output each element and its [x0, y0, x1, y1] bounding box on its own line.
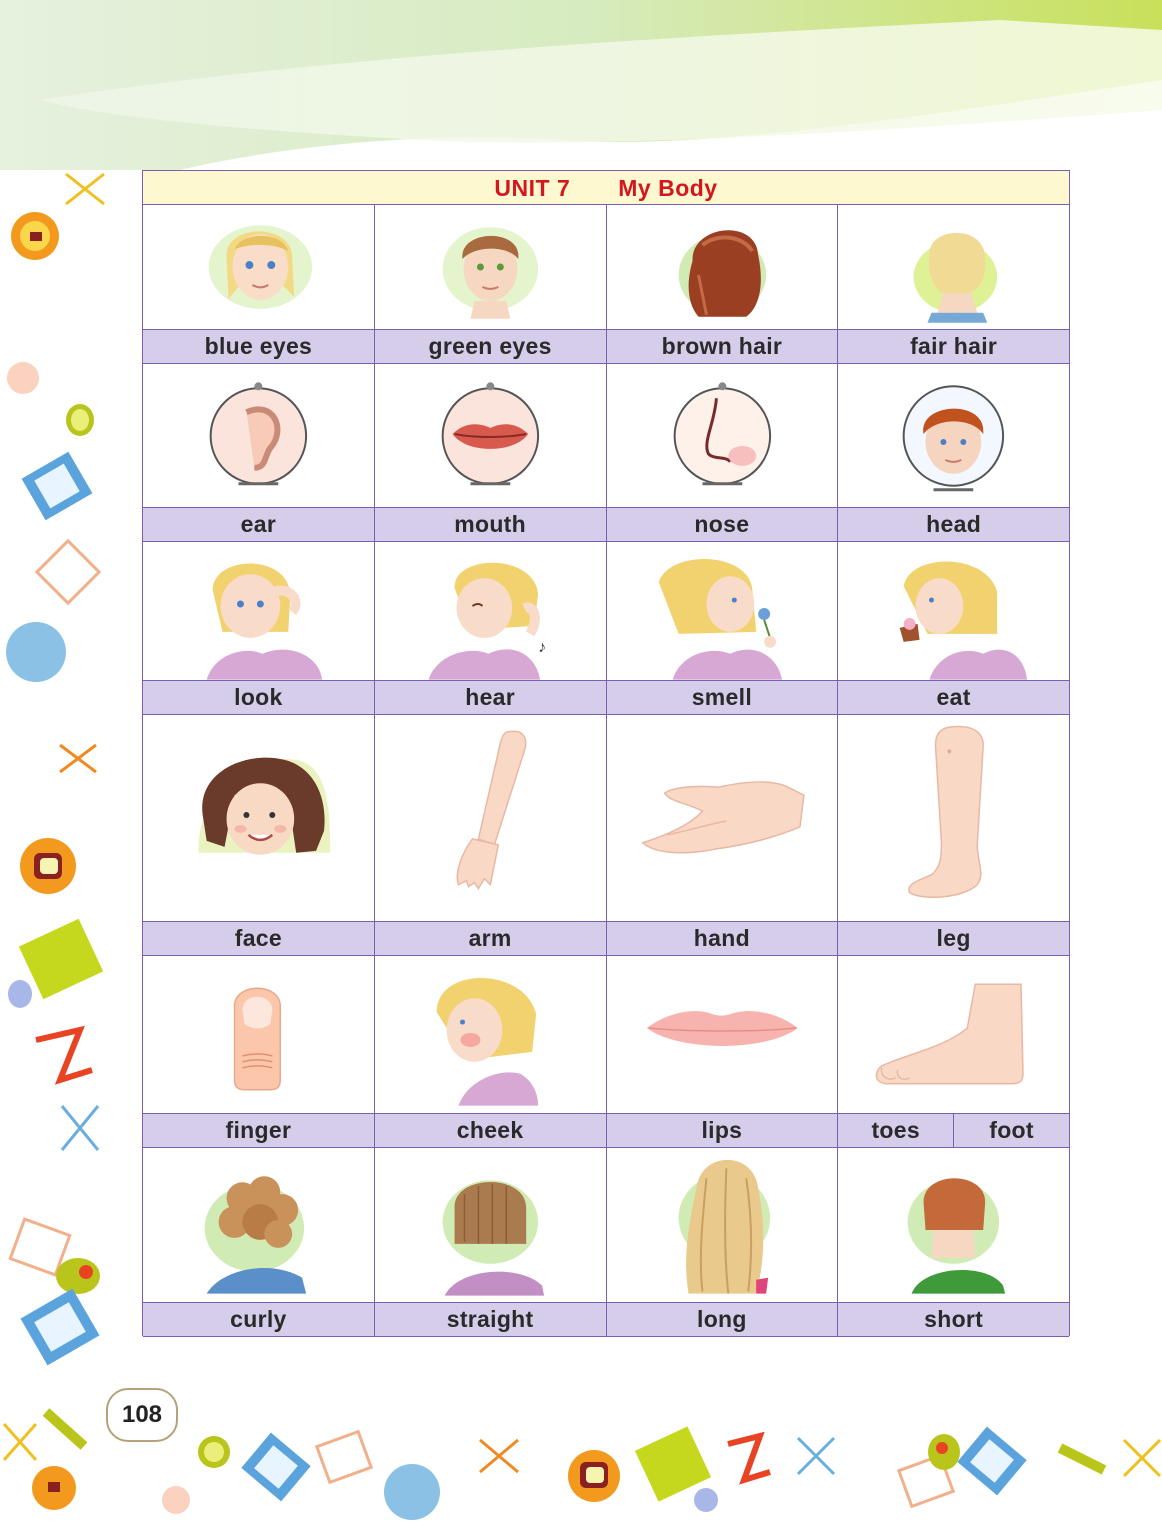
picture-cell [607, 956, 839, 1113]
picture-row [143, 542, 1069, 680]
picture-cell [143, 715, 375, 921]
girl-eating-illustration [838, 542, 1069, 680]
split-label-cell [838, 1114, 1069, 1147]
picture-cell [375, 205, 607, 329]
unit-number: UNIT 7 [494, 175, 571, 201]
leg-illustration [838, 715, 1069, 921]
label-row [143, 329, 1069, 364]
lips-illustration [607, 956, 838, 1113]
word-label: face [143, 922, 375, 955]
label-row [143, 507, 1069, 542]
page-number: 108 [106, 1388, 178, 1442]
word-label: straight [375, 1303, 607, 1336]
girl-blue-eyes-illustration [143, 205, 374, 329]
picture-cell [607, 364, 839, 507]
picture-cell [838, 364, 1069, 507]
picture-cell [838, 956, 1069, 1113]
word-label: smell [607, 681, 839, 714]
brown-hair-illustration [607, 205, 838, 329]
word-label: finger [143, 1114, 375, 1147]
mouth-mirror-illustration [375, 364, 606, 507]
girl-looking-illustration [143, 542, 374, 680]
vocabulary-table [142, 170, 1070, 1336]
svg-text:♪: ♪ [537, 638, 546, 656]
picture-cell [143, 1148, 375, 1302]
word-label: hear [375, 681, 607, 714]
word-label: hand [607, 922, 839, 955]
picture-row [143, 205, 1069, 329]
picture-cell [838, 205, 1069, 329]
picture-row [143, 956, 1069, 1113]
word-label: mouth [375, 508, 607, 541]
face-illustration [143, 715, 374, 921]
finger-illustration [143, 956, 374, 1113]
word-label: arm [375, 922, 607, 955]
picture-cell [143, 542, 375, 680]
word-label: fair hair [910, 333, 998, 359]
short-hair-illustration [838, 1148, 1069, 1302]
word-label: long [607, 1303, 839, 1336]
word-label: nose [607, 508, 839, 541]
label-row [143, 680, 1069, 715]
label-row [143, 1302, 1069, 1337]
word-label: brown hair [607, 330, 839, 363]
ear-mirror-illustration [143, 364, 374, 507]
long-hair-illustration [607, 1148, 838, 1302]
picture-cell [607, 715, 839, 921]
label-row [143, 921, 1069, 956]
picture-cell [838, 715, 1069, 921]
word-label: short [924, 1306, 984, 1332]
picture-cell [143, 956, 375, 1113]
word-label: blue eyes [143, 330, 375, 363]
unit-title: My Body [618, 175, 718, 201]
picture-cell [838, 542, 1069, 680]
label-row [143, 1113, 1069, 1148]
word-label: eat [936, 684, 971, 710]
picture-cell [375, 715, 607, 921]
hand-illustration [607, 715, 838, 921]
word-label: toes [838, 1114, 954, 1147]
word-label: ear [143, 508, 375, 541]
word-label: foot [989, 1117, 1034, 1143]
picture-row [143, 1148, 1069, 1302]
girl-smelling-illustration [607, 542, 838, 680]
picture-cell [375, 1148, 607, 1302]
picture-cell [375, 364, 607, 507]
girl-cheek-illustration [375, 956, 606, 1113]
picture-cell [375, 956, 607, 1113]
fair-hair-illustration [838, 205, 1069, 329]
straight-hair-illustration [375, 1148, 606, 1302]
word-label: head [926, 511, 982, 537]
word-label: green eyes [375, 330, 607, 363]
girl-hearing-illustration [375, 542, 606, 680]
picture-cell [607, 205, 839, 329]
picture-cell [143, 205, 375, 329]
foot-illustration [838, 956, 1069, 1113]
word-label: look [143, 681, 375, 714]
head-mirror-illustration [838, 364, 1069, 507]
picture-cell [838, 1148, 1069, 1302]
picture-cell [375, 542, 607, 680]
picture-cell [607, 1148, 839, 1302]
word-label: curly [143, 1303, 375, 1336]
word-label: cheek [375, 1114, 607, 1147]
picture-row [143, 364, 1069, 507]
word-label: leg [936, 925, 971, 951]
arm-illustration [375, 715, 606, 921]
boy-green-eyes-illustration [375, 205, 606, 329]
word-label: lips [607, 1114, 839, 1147]
unit-header [143, 171, 1069, 205]
picture-row [143, 715, 1069, 921]
picture-cell [143, 364, 375, 507]
picture-cell [607, 542, 839, 680]
nose-mirror-illustration [607, 364, 838, 507]
curly-hair-illustration [143, 1148, 374, 1302]
